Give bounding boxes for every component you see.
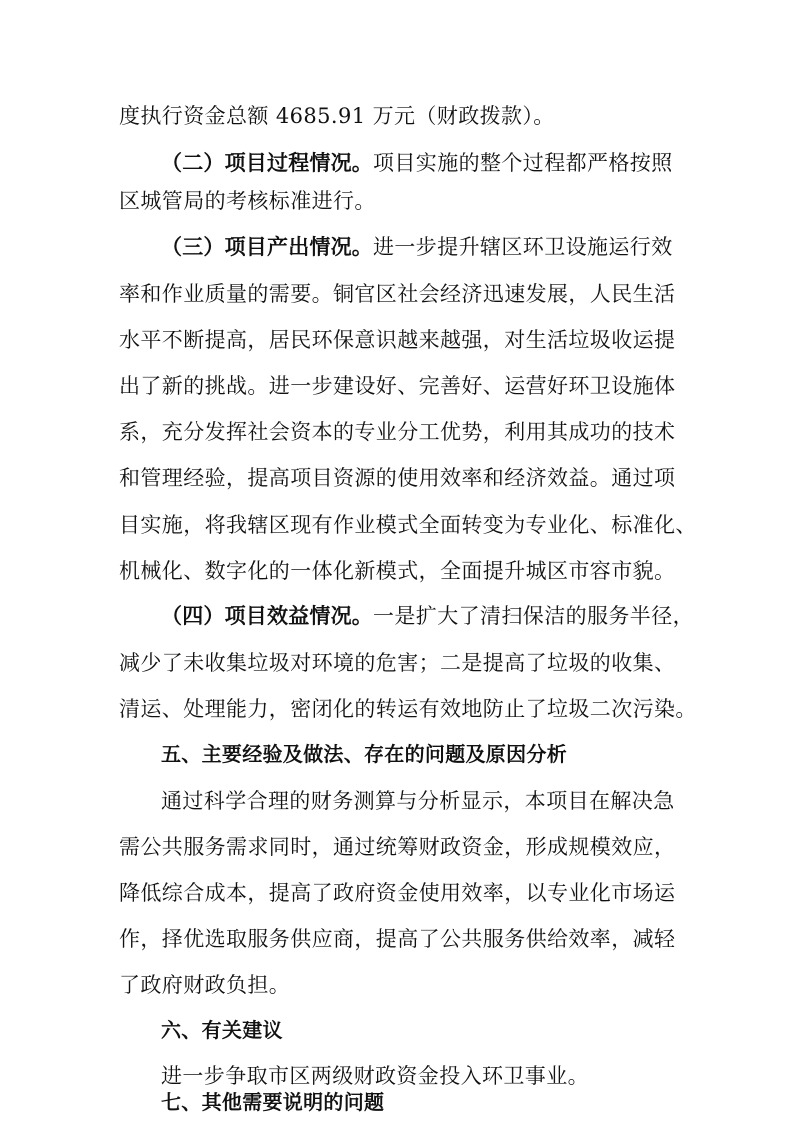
section-heading-process — [161, 144, 673, 182]
paragraph-line — [119, 367, 675, 405]
line-text: 减少了未收集垃圾对环境的危害；二是提高了垃圾的收集、 — [119, 651, 676, 675]
paragraph-line — [119, 966, 290, 1004]
line-text: 出了新的挑战。进一步建设好、完善好、运营好环卫设施体 — [119, 374, 676, 398]
line-text: 清运、处理能力，密闭化的转运有效地防止了垃圾二次污染。 — [119, 697, 697, 721]
paragraph-line — [119, 644, 675, 682]
paragraph-line — [119, 275, 675, 313]
section-title: 七、其他需要说明的问题 — [161, 1090, 385, 1114]
line-text: 区城管局的考核标准进行。 — [119, 189, 376, 213]
line-text: 降低综合成本，提高了政府资金使用效率，以专业化市场运 — [119, 881, 676, 905]
paragraph-line — [119, 182, 376, 220]
line-text: 水平不断提高，居民环保意识越来越强，对生活垃圾收运提 — [119, 328, 676, 352]
line-text: 率和作业质量的需要。铜官区社会经济迅速发展，人民生活 — [119, 282, 676, 306]
paragraph-line — [119, 828, 675, 866]
line-text: 度执行资金总额 4685.91 万元（财政拨款）。 — [119, 104, 555, 128]
line-text: 项目实施的整个过程都严格按照 — [373, 151, 673, 175]
paragraph-line — [119, 690, 697, 728]
line-text: 系，充分发挥社会资本的专业分工优势，利用其成功的技术 — [119, 420, 676, 444]
section-heading-experience — [161, 735, 567, 773]
line-text: 需公共服务需求同时，通过统筹财政资金，形成规模效应， — [119, 835, 676, 859]
line-text: 进一步争取市区两级财政资金投入环卫事业。 — [161, 1064, 589, 1088]
subsection-title: （二）项目过程情况。 — [161, 151, 373, 175]
paragraph-line — [119, 459, 675, 497]
paragraph-line — [119, 506, 697, 544]
paragraph-line — [161, 782, 675, 820]
line-text: 了政府财政负担。 — [119, 973, 291, 997]
paragraph-line — [119, 874, 675, 912]
subsection-title: （四）项目效益情况。 — [161, 604, 373, 628]
section-heading-benefit — [161, 597, 694, 635]
paragraph-line — [119, 321, 675, 359]
line-text: 机械化、数字化的一体化新模式，全面提升城区市容市貌。 — [119, 559, 676, 583]
line-text: 通过科学合理的财务测算与分析显示，本项目在解决急 — [161, 789, 675, 813]
section-heading-other — [161, 1083, 384, 1121]
paragraph-line — [119, 552, 675, 590]
line-text: 进一步提升辖区环卫设施运行效 — [373, 235, 673, 259]
section-heading-suggestions — [161, 1011, 283, 1049]
line-text: 一是扩大了清扫保洁的服务半径， — [373, 604, 694, 628]
paragraph-line — [119, 413, 675, 451]
section-title: 六、有关建议 — [161, 1018, 283, 1042]
line-text: 作，择优选取服务供应商，提高了公共服务供给效率，减轻 — [119, 927, 676, 951]
section-title: 五、主要经验及做法、存在的问题及原因分析 — [161, 742, 567, 766]
paragraph-line — [119, 920, 675, 958]
line-text: 目实施，将我辖区现有作业模式全面转变为专业化、标准化、 — [119, 513, 697, 537]
line-text: 和管理经验，提高项目资源的使用效率和经济效益。通过项 — [119, 466, 676, 490]
paragraph-line — [119, 97, 555, 135]
section-heading-output — [161, 228, 673, 266]
subsection-title: （三）项目产出情况。 — [161, 235, 373, 259]
